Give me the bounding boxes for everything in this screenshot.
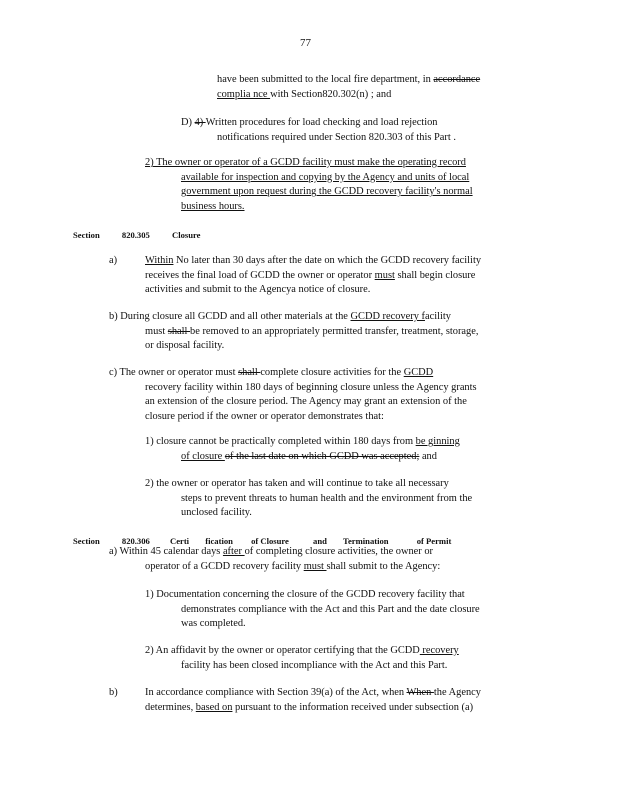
item-marker: a): [109, 255, 118, 266]
struck-text: When: [406, 687, 434, 698]
text-run: b) During closure all GCDD and all other materials at the: [109, 311, 351, 322]
text-run: shall: [397, 269, 418, 281]
text-line: demonstrates compliance with the Act and this Part and the date closure: [181, 603, 480, 615]
text-run: 1) closure cannot be practically completed within 180 days from: [145, 436, 416, 447]
text-line: [109, 545, 440, 560]
certification-item-b: [145, 686, 481, 715]
text-run: notifications required under Section 820.303 of this Part .: [217, 131, 456, 143]
text-line: closure period if the owner or operator demonstrates that:: [145, 410, 384, 422]
section-label: Section: [73, 230, 100, 240]
inserted-text: GCDD recovery f: [350, 311, 425, 322]
section-title: of Closure: [251, 536, 289, 546]
section-number: 820.306: [121, 536, 150, 546]
section-title: fication: [205, 536, 233, 546]
item-2-operating-record: [145, 156, 473, 214]
text-line: 2) The owner or operator of a GCDD facility must make the operating record: [145, 157, 466, 168]
struck-text: accordance: [433, 74, 481, 85]
text-line: [217, 88, 480, 103]
text-run: the Agency: [433, 687, 481, 698]
text-run: with Section820.302(n) ; and: [270, 88, 392, 100]
section-title: Certi: [169, 536, 190, 546]
text-run: determines,: [145, 701, 196, 713]
text-line: [109, 560, 440, 575]
item-marker: b): [109, 687, 118, 698]
text-line: [145, 686, 481, 701]
text-run: acility: [424, 311, 451, 322]
text-run: No later than 30 days after the date on which the GCDD recovery facility: [173, 255, 482, 266]
inserted-text: after: [222, 546, 245, 557]
text-line: was completed.: [181, 618, 246, 630]
text-line: [217, 73, 480, 88]
certification-item-a-1: [145, 588, 480, 632]
text-run: In accordance compliance with Section 39(a) of the Act, when: [145, 687, 407, 698]
text-run: have been submitted to the local fire department, in: [217, 74, 434, 85]
section-title: and: [313, 536, 327, 546]
inserted-text: recovery: [419, 645, 459, 656]
text-run: receives the final load of GCDD the owner or operator: [145, 269, 375, 281]
text-line: [109, 366, 477, 381]
inserted-text: of closure: [181, 450, 225, 462]
text-line: an extension of the closure period. The Agency may grant an extension of the: [145, 396, 467, 408]
text-line: activities and submit to the Agencya notice of closure.: [145, 284, 371, 296]
page-number: 77: [300, 37, 311, 49]
text-line: available for inspection and copying by the Agency and units of local: [181, 171, 470, 183]
inserted-text: complia nce: [217, 88, 271, 100]
continuation-paragraph: [217, 73, 480, 102]
struck-text: 4): [194, 117, 206, 128]
struck-text: shall: [238, 367, 261, 378]
inserted-text: based on: [195, 701, 233, 713]
text-line: [145, 701, 481, 716]
closure-item-c-2: [145, 477, 472, 521]
section-title: Closure: [171, 230, 201, 240]
struck-text: of the last date on which GCDD was accepted;: [224, 450, 420, 462]
inserted-text: be ginning: [415, 436, 460, 447]
text-line: [145, 644, 459, 659]
struck-text: shall: [167, 325, 191, 337]
text-line: [145, 254, 481, 269]
text-line: [109, 325, 478, 340]
text-line: facility has been closed incompliance with the Act and this Part.: [181, 659, 448, 671]
text-line: 1) Documentation concerning the closure of the GCDD recovery facility that: [145, 589, 465, 600]
text-line: steps to prevent threats to human health and the environment from the: [181, 492, 473, 504]
text-run: 2) An affidavit by the owner or operator certifying that the GCDD: [145, 645, 420, 656]
certification-item-a: [109, 545, 440, 574]
text-run: pursuant to the information received under subsection (a): [232, 701, 474, 713]
text-line: or disposal facility.: [145, 340, 225, 352]
inserted-text: Within: [145, 255, 174, 266]
text-line: business hours.: [181, 200, 245, 212]
closure-item-c-1: [145, 435, 460, 464]
text-run: must: [145, 325, 168, 337]
text-line: government upon request during the GCDD recovery facility's normal: [181, 186, 473, 198]
text-run: begin closure: [417, 269, 476, 281]
text-line: [145, 435, 460, 450]
inserted-text: must: [303, 560, 327, 572]
text-line: [109, 310, 478, 325]
inserted-text: must: [374, 269, 395, 281]
text-line: [145, 450, 460, 465]
text-run: c) The owner or operator must: [109, 367, 239, 378]
inserted-text: GCDD: [403, 367, 434, 378]
text-line: [181, 116, 456, 131]
closure-item-a: [145, 254, 481, 298]
text-run: complete closure activities for the: [260, 367, 404, 378]
text-line: [145, 269, 481, 284]
section-number: 820.305: [121, 230, 150, 240]
text-line: 2) the owner or operator has taken and will continue to take all necessary: [145, 478, 449, 489]
text-run: Written procedures for load checking and load rejection: [205, 117, 438, 128]
section-title: Termination: [343, 536, 389, 546]
section-title: of Permit: [416, 536, 452, 546]
item-d: [181, 116, 456, 145]
text-run: be removed to an appropriately permitted transfer, treatment, storage,: [190, 325, 479, 337]
text-run: and: [419, 450, 437, 462]
text-run: of completing closure activities, the owner or: [244, 546, 433, 557]
section-heading-820-305: [73, 228, 200, 243]
text-line: recovery facility within 180 days of beginning closure unless the Agency grants: [145, 381, 477, 393]
section-label: Section: [73, 536, 100, 546]
closure-item-b: [109, 310, 478, 354]
text-line: [181, 131, 456, 146]
text-run: shall submit to the Agency:: [326, 560, 441, 572]
certification-item-a-2: [145, 644, 459, 673]
text-line: unclosed facility.: [181, 507, 252, 519]
text-run: a) Within 45 calendar days: [109, 546, 223, 557]
closure-item-c: [109, 366, 477, 424]
item-marker: D): [181, 117, 195, 128]
text-run: operator of a GCDD recovery facility: [145, 560, 304, 572]
